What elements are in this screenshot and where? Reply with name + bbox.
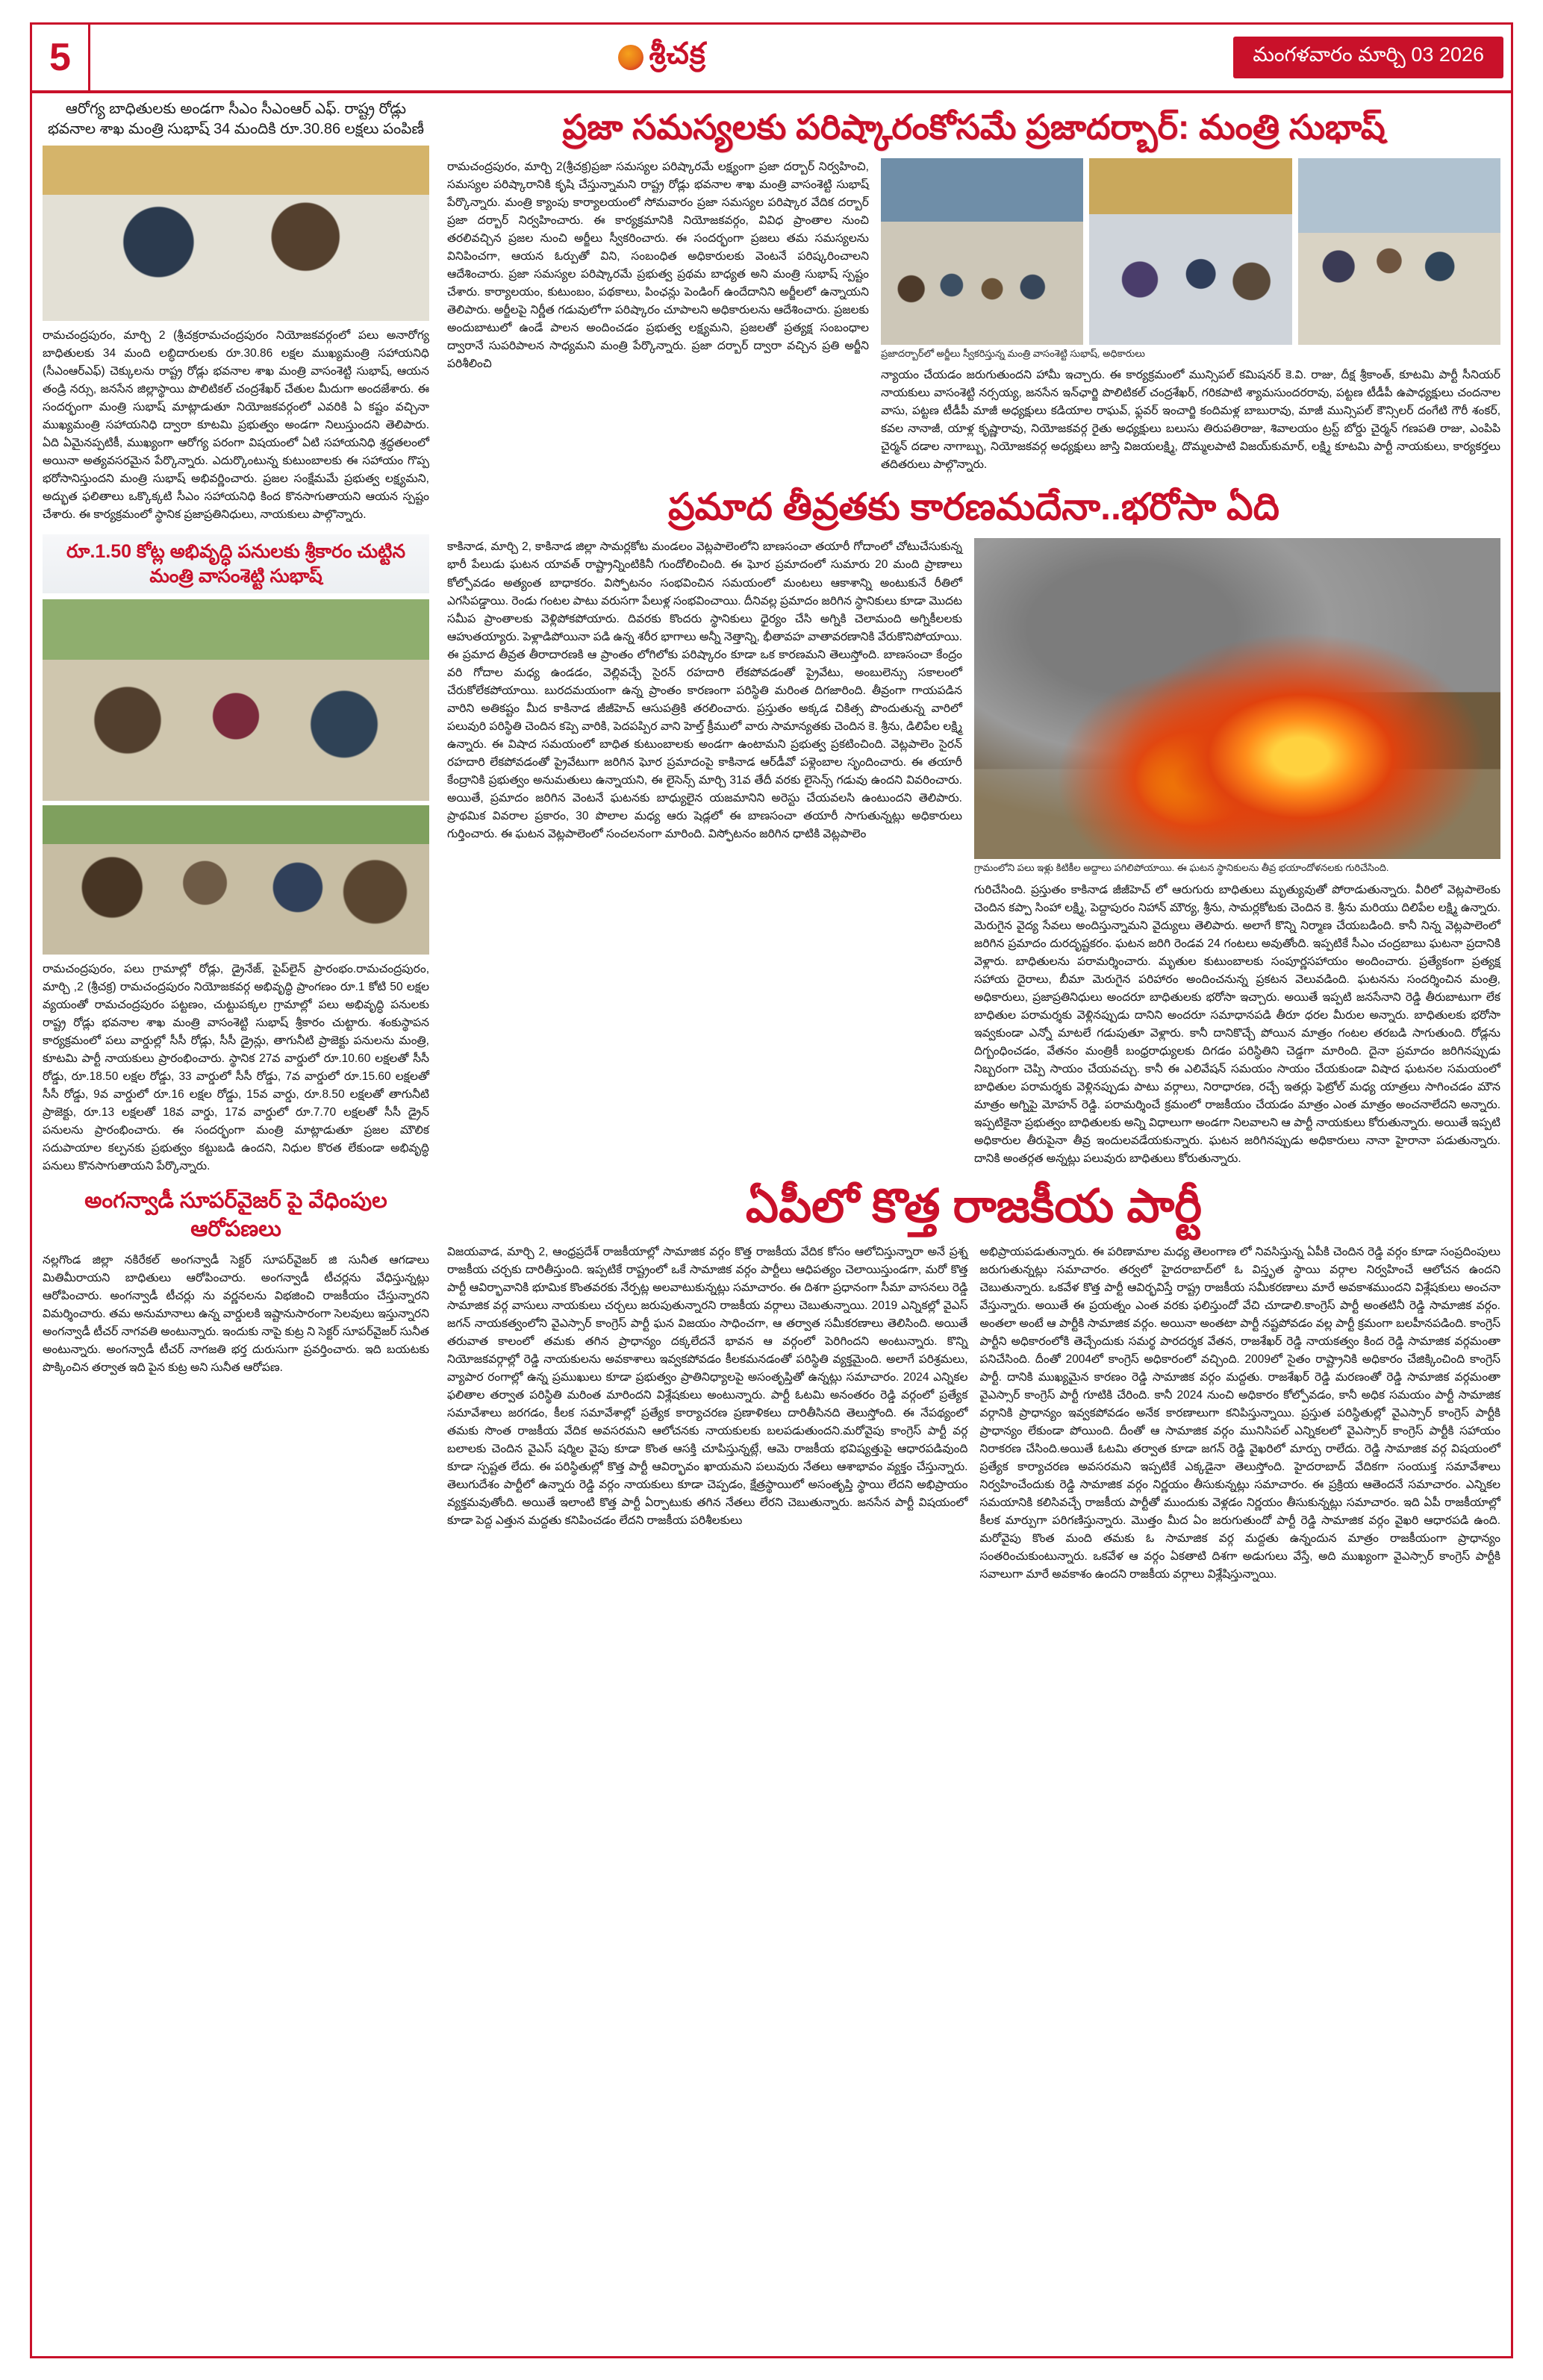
story-fire-body [447, 538, 1500, 1167]
story-top-body [447, 158, 1500, 474]
story-top-col2: న్యాయం చేయడం జరుగుతుందని హామీ ఇచ్చారు. ఈ కార్యక్రమంలో మున్సిపల్ కమిషనర్ కె.వి. రాజు, దీక్ష శ్రీకాంత్, కూటమి పార్టీ సీనియర్ నాయకులు వాసంశెట్టి నర్సయ్య, జనసేన ఇన్‌ఛార్జి పొలిటికల్ చంద్రశేఖర్, గరికపాటి శ్యామసుందరరావు, పట్టణ టీడీపీ ఉపాధ్యక్షులు చందనాల వాసు, పట్టణ టీడీపీ మాజీ అధ్యక్షులు కడియాల రాఘవ్, ఫ్లవర్ ఇంచార్జి కందిమళ్ల బాబురావు, మాజీ మున్సిపల్ కౌన్సిలర్ దంగేటి గౌరీ శంకర్, కవల నానాజీ, యాళ్ల కృష్ణారావు, నియోజకవర్గ రైతు అధ్యక్షులు బలుసు తిరుపతిరాజు, శివాలయం ట్రస్ట్ బోర్డు చైర్మన్ గణపతి రాజు, ఎంపిపి చైర్మన్ దడాల నాగాబ్బు, నియోజకవర్గ అధ్యక్షులు జాస్తి విజయలక్ష్మి, దొమ్మలపాటి విజయ్‌కుమార్, లక్ష్మి కూటమి పార్టీ నాయకులు, కార్యకర్తలు తదితరులు పాల్గొన్నారు. [881, 369, 1500, 472]
logo-icon [618, 45, 643, 70]
left-headline-2: రూ.1.50 కోట్ల అభివృద్ధి పనులకు శ్రీకారం చుట్టిన మంత్రి వాసంశెట్టి సుభాష్ [43, 534, 429, 593]
story-top-photos [881, 158, 1500, 345]
masthead-logo-text: శ్రీచక్ర [649, 37, 706, 70]
photo-cheque-distribution [43, 146, 429, 321]
story-fire-right [974, 538, 1500, 1167]
left-article-2-text: రామచంద్రపురం, పలు గ్రామాల్లో రోడ్లు, డ్రైనేజ్, పైప్‌లైన్ ప్రారంభం.రామచంద్రపురం, మార్చి ,2 (శ్రీచక్ర) రామచంద్రపురం నియోజకవర్గ అభివృద్ధి ప్రాంగణం రూ.1 కోటి 50 లక్షల వ్యయంతో రామచంద్రపురం పట్టణం, చుట్టుపక్కల గ్రామాల్లో పలు అభివృద్ధి పనులకు రాష్ట్ర రోడ్లు భవనాల శాఖ మంత్రి వాసంశెట్టి సుభాష్ శ్రీకారం చుట్టారు. శంకుస్థాపన కార్యక్రమంలో పలు వార్డుల్లో సీసీ రోడ్లు, సీసీ డ్రైన్లు, తాగునీటి ప్రాజెక్టు పనులను మంత్రి, కూటమి పార్టీ నాయకులు ప్రారంభించారు. స్థానిక 27వ వార్డులో రూ.10.60 లక్షలతో సీసీ రోడ్డు, రూ.18.50 లక్షల రోడ్డు, 33 వార్డులో సీసీ రోడ్డు, 7వ వార్డులో రూ.15.60 లక్షలతో సీసీ రోడ్డు, 9వ వార్డులో రూ.16 లక్షల రోడ్డు, 15వ వార్డు, రూ.8.50 లక్షలతో తాగునీటి ప్రాజెక్టు, రూ.13 లక్షలతో 18వ వార్డు, 17వ వార్డులో రూ.7.70 లక్షలతో సీసీ డ్రైన్ పనులను ప్రారంభించారు. ఈ సందర్భంగా మంత్రి మాట్లాడుతూ ప్రజల మౌలిక సదుపాయాల కల్పనకు ప్రభుత్వం కట్టుబడి ఉందని, నిధుల కొరత లేకుండా అభివృద్ధి పనులు కొనసాగుతాయని పేర్కొన్నారు. [43, 963, 429, 1173]
photo-foundation-stone [43, 599, 429, 801]
story-top-photo-caption: ప్రజాదర్బార్‌లో అర్జీలు స్వీకరిస్తున్న మంత్రి వాసంశెట్టి సుభాష్, అధికారులు [881, 348, 1145, 360]
main-column [447, 99, 1500, 1584]
left-headline-3: అంగన్వాడీ సూపర్‌వైజర్ పై వేధింపుల ఆరోపణలు [84, 1189, 387, 1242]
story-fire-col2: గురిచేసింది. ప్రస్తుతం కాకినాడ జీజీహెచ్ లో ఆరుగురు బాధితులు మృత్యువుతో పోరాడుతున్నారు. వీరిలో వెట్లపాలెంకు చెందిన కప్పా సింహా లక్ష్మి, పెద్దాపురం నిహాన్ మౌర్య, శ్రీను, సామర్లకోటకు చెందిన కె. శ్రీను మరియు దిలిపేల లక్ష్మి ఉన్నారు. మెరుగైన వైద్య సేవలు అందిస్తున్నామని వైద్యులు తెలిపారు. అలాగే కొన్ని నిర్మాణ చేయబడింది. కానీ నిన్న వెట్లపాలెంలో జరిగిన ప్రమాదం దురదృష్టకరం. ఘటన జరిగి రెండవ 24 గంటలు అవుతోంది. ఇప్పటికే సీఎం చంద్రబాబు ఘటనా ప్రదానికి వెళ్లారు. బాధితులను పరామర్శించారు. మృతుల కుటుంబాలకు సంపూర్ణసహాయం అందించారు. ప్రత్యేకంగా ప్రత్యక్ష సహాయ దైరాలు, బీమా మెరుగైన పరిహారం అందించనున్న ప్రకటన వెలువడింది. ఘటనను సందర్శించిన మంత్రి, అధికారులు, ప్రజాప్రతినిధులు అందరూ బాధితులకు భరోసా ఇచ్చారు. అయితే ఇప్పటి జనసేనాని రెడ్డి తీరుబాటుగా లేక బాధితుల పరామర్శకు వెళ్లినప్పుడు దానిని అందరూ సమాధానపడి తీరూ ధరల మీరుల అన్నారు. బాధితులకు భరోసా ఇవ్వకుండా ఎన్నో మాటలే గడుపుతూ వెళ్లారు. కానీ దానికొచ్చే పోయిన మాత్రం గంటల తరబడి సాగుతుంది. రోడ్లను దిగ్బంధించడం, వేతనం మంత్రికీ బంధ్రరాధ్యులకు దిగడం పరిస్థితిని చెడ్డగా మారింది. దైనా ప్రమాదం జరిగినప్పుడు నిబ్బరంగా చెప్పి సాయం చేయవచ్చు. కానీ ఈ ఎలివేషన్ సమయం సాయం చేయకుండా విషాద ఘటనల సమయంలో బాధితుల పరామర్శకు వెళ్లినప్పుడు పాటు వర్గాలు, నిరాధారణ, రచ్చే ఇతర్లు ఫెట్రోల్ మధ్య యాత్రలు సాగించడం మౌన మాత్రం అగ్నిపై మోహన్ రెడ్డి. పరామర్శించే క్రమంలో రాజకీయం చేయడం మాత్రం ఎంత మాత్రం అంచనాలేదని అన్నారు. ఇప్పటికైనా ప్రభుత్వం బాధితులకు అన్ని విధాలుగా అండగా నిలవాలని ఆ పార్టీ నాయకులు కోరుతున్నారు. అయితే ఇప్పటి అధికారుల తీరుపైనా తీవ్ర ఇందులవడేయకున్నారు. ఘటన జరిగినప్పుడు అధికారులు నానా హైరానా పడుతున్నారు. దానికి అంతర్గత అన్నట్లు పలువురు బాధితులు కోరుతున్నారు. [974, 883, 1500, 1165]
story-fire-col1: కాకినాడ, మార్చి 2, కాకినాడ జిల్లా సామర్లకోట మండలం వెట్లపాలెంలోని బాణసంచా తయారీ గోదాంలో చోటుచేసుకున్న భారీ పేలుడు ఘటన యావత్ రాష్ట్రాన్నింటికినీ గుందోలించింది. ఈ ఘోర ప్రమాదంలో సుమారు 20 మంది ప్రాణాలు కోల్పోవడం అత్యంత బాధాకరం. విస్ఫోటనం సంభవించిన సమయంలో మంటలు ఆకాశాన్ని అంటుకునే రీతిలో ఎగసిపడ్డాయి. రెండు గంటల పాటు వరుసగా పేలుళ్ల సంభవించాయి. దీనివల్ల ప్రమాదం జరిగిన స్థానికులు కూడా మొదట సమీప ప్రాంతాలకు వెళ్లిపోకపోయారు. దివరకు కొందరు స్థానికులు ధైర్యం చేసి అగ్నికి చెలామంది అగ్నికీలలకు ఆహుతయ్యారు. పెళ్లాడిపోయినా పడి ఉన్న శరీర భాగాలు అన్నీ నెత్తాన్ని, భీతావహ వాతావరణానికి వేరుకొనిపోయాయి. ఈ ప్రమాద తీవ్రత తీరాదారణకి ఆ ప్రాంతం లోగిలోకు పరిష్కారం కూడా ఒక కారణమని తెలుస్తోంది. బాణసంచా కేంద్రం వరి గోదాల మధ్య ఉండడం, వెల్లివచ్చే సైరన్ రహదారి లేకపోవడంతో ప్రైవేటు, అంబులెన్సు సకాలంలో చేరుకోలేకపోయాయి. బురదమయంగా ఉన్న ప్రాంతం కారణంగా పరిస్థితి మరింత దిగజారింది. తీవ్రంగా గాయపడిన వారిని అతికష్టం మీద కాకినాడ జీజీహెచ్ ఆసుపత్రికి తరలించారు. ప్రస్తుతం అక్కడ చికిత్స పొందుతున్న వారిలో పలువురి పరిస్థితి చెందిన కప్పె వారికి, పెదపప్పిర వాని హెల్త్ క్రీములో వారు సామాన్యతకు చెందిన కె. శ్రీను, డిలిపేల లక్ష్మి ఉన్నారు. ఈ విషాద సమయంలో బాధిత కుటుంబాలకు అండగా ఉంటామని ప్రభుత్వ ప్రకటించింది. వెట్లపాలెం సైరన్ రహదారి లేకపోవడంతో ప్రైవేటుగా జరిగిన ఘోర ప్రమాదంపై కాకినాడ ఆర్‌డీవో పళ్లెంబాల సృందించారు. ఈ తయారీ కేంద్రానికి ప్రభుత్వం అనుమతులు ఉన్నాయని, ఈ లైసెన్స్ మార్చి 31వ తేదీ వరకు లైసెన్స్ గడువు ఉందని వివరించారు. అయితే, ప్రమాదం జరిగిన వెంటనే ఘటనకు బాధ్యులైన యజమానిని అరెస్టు చేయవలసి ఉంటుందని తెలిపారు. ప్రాథమిక వివరాల ప్రకారం, 30 పొలాల మధ్య ఆరు షెడ్లలో ఈ బాణసంచా తయారీ సాగుతున్నట్లు అధికారులు గుర్తించారు. ఈ ఘటన వెట్లపాలెంలో సంచలనంగా మారింది. విస్ఫోటనం జరిగిన ధాటికి వెట్లపాలెం [447, 540, 962, 840]
left-article-3-text: నల్లగొండ జిల్లా నకిరేకల్ అంగన్వాడీ సెక్టర్ సూపర్‌వైజర్ జి సునీత ఆగడాలు మితిమీరాయని బాధితులు ఆరోపించారు. అంగన్వాడీ టీచర్లను వేధిస్తున్నట్లు ఆరోపించారు. అంగన్వాడీ టీచర్లు ను వర్ణనలను విభజించి రాజకీయం చేస్తున్నారని విమర్శించారు. తమ అనుమానాలు ఉన్న వార్డులకి ఇష్టానుసారంగా సెలవులు ఇస్తున్నారని అంగన్వాడీ టీచర్ నాగవతి అంటున్నారు. ఇందుకు నాపై కుట్ర ని సెక్టర్ సూపర్‌వైజర్ సునీత అంటున్నారు. అంగన్వాడీ టీచర్ నాగజతి భర్త దురుసుగా ప్రవర్తించారు. ఇది బయటకు పొక్కించిన తర్వాత ఇది పైన కుట్ర అని సునీత ఆరోపణ. [43, 1253, 429, 1374]
newspaper-page [30, 22, 1513, 2358]
story-fire-photo-caption: గ్రామంలోని పలు ఇళ్లు కిటికీల అద్దాలు పగిలిపోయాయి. ఈ ఘటన స్థానికులను తీవ్ర భయాందోళనలకు గురిచేసింది. [974, 862, 1389, 874]
masthead [32, 25, 1511, 93]
story-top-right [881, 158, 1500, 474]
photo-fire-accident [974, 538, 1500, 859]
story-party-headline: ఏపీలో కొత్త రాజకీయ పార్టీ [745, 1180, 1203, 1232]
left-kicker: ఆరోగ్య బాధితులకు అండగా సీఎం సీఎంఆర్ ఎఫ్. రాష్ట్ర రోడ్లు భవనాల శాఖ మంత్రి సుభాష్ 34 మందికి రూ.30.86 లక్షలు పంపిణీ [47, 101, 425, 137]
story-party-col2: అభిప్రాయపడుతున్నారు. ఈ పరిణామాల మధ్య తెలంగాణ లో నివసిస్తున్న ఏపీకి చెందిన రెడ్డి వర్గం కూడా సంప్రదింపులు జరుగుతున్నట్లు సమాచారం. తర్వలో హైదరాబాద్‌లో ఓ విస్తృత స్థాయి వర్గాల నిర్వహించే ఆలోచన ఉందని చెబుతున్నారు. ఒకవేళ కొత్త పార్టీ ఆవిర్భవిస్తే రాష్ట్ర రాజకీయ సమీకరణాలు మారే అవకాశముందని విశ్లేషకులు అంచనా వేస్తున్నారు. అయితే ఈ ప్రయత్నం ఎంత వరకు ఫలిస్తుందో వేచి చూడాలి.కాంగ్రెస్ పార్టీ అంతటినీ రెడ్డి సామాజిక వర్గం. అంతలా అంటే ఆ పార్టీకి సామాజిక వర్గం. అయినా అంతటా పార్టీ నష్టపోవడం వల్ల పార్టీ క్రమంగా బలహీనపడింది. కాంగ్రెస్ పార్టీని అధికారంలోకి తెచ్చేందుకు సమర్థ పారదర్శక వేతన, రాజశేఖర్ రెడ్డి నాయకత్వం కింద రెడ్డి సామాజిక వర్గమంతా పనిచేసింది. దీంతో 2004లో కాంగ్రెస్ అధికారంలో వచ్చింది. 2009లో సైతం రాష్ట్రానికి అధికారం చేజిక్కించింది కాంగ్రెస్ పార్టీ. దానికి ముఖ్యమైన కారణం రెడ్డి సామాజిక వర్గం మద్దతు. రాజశేఖర్ రెడ్డి మరణంతో రెడ్డి సామాజిక వర్గమంతా వైఎస్సార్ కాంగ్రెస్ పార్టీ గూటికి చేరింది. కానీ 2024 నుంచి అధికారం కోల్పోవడం, కానీ అధిక సమయం పార్టీ సామాజిక వర్గానికి ప్రాధాన్యం ఇవ్వకపోవడం అనేక కారణాలుగా కనిపిస్తున్నాయి. ప్రస్తుత పరిస్థితుల్లో వైఎస్సార్ కాంగ్రెస్ పార్టీకి ప్రాధాన్యం లేకుండా పోయింది. దీంతో ఆ సామాజిక వర్గం మునిసిపల్ ఎన్నికలలో వైఎస్సార్ కాంగ్రెస్ పార్టీకి సహాయం నిరాకరణ చేసింది.అయితే ఓటమి తర్వాత కూడా జగన్ రెడ్డి వైఖరిలో మార్పు రాలేదు. రెడ్డి సామాజిక వర్గ విషయంలో ప్రత్యేక కార్యాచరణ అవసరమని ఇప్పటికే ఎక్కడైనా తెలుస్తోంది. హైదరాబాద్ వేదికగా సంయుక్త సమావేశాలు నిర్వహించేందుకు రెడ్డి సామాజిక వర్గం నిర్ణయం తీసుకున్నట్లు సమాచారం. ఈ ప్రక్రియ ఆతెందనే సమాచారం. ఎన్నికల సమయానికి కలిసివచ్చే రాజకీయ పార్టీతో ముందుకు వెళ్లడం నిర్ణయం తీసుకున్నట్లు సమాచారం. ఇది ఏపీ రాజకీయాల్లో కీలక మార్పుగా పరిగణిస్తున్నారు. మొత్తం మీద ఏం జరుగుతుందో పార్టీ రెడ్డి సామాజిక వర్గం వైఖరి ఆధారపడి ఉంది. మరోవైపు కొంత మంది తమకు ఓ సామాజిక వర్గ మద్దతు ఉన్నందున మాత్రం రాజకీయంగా ప్రాధాన్యం సంతరించుకుంటున్నారు. ఒకవేళ ఆ వర్గం ఏకతాటి దిశగా అడుగులు వేస్తే, అది ముఖ్యంగా వైఎస్సార్ కాంగ్రెస్ పార్టీకి సవాలుగా మారే అవకాశం ఉందని రాజకీయ వర్గాలు విశ్లేషిస్తున్నాయి. [979, 1246, 1500, 1581]
page-content [32, 93, 1511, 2353]
photo-public-darbar-3 [1298, 158, 1500, 345]
story-top-col1: రామచంద్రపురం, మార్చి 2(శ్రీచక్ర)ప్రజా సమస్యల పరిష్కారమే లక్ష్యంగా ప్రజా దర్బార్ నిర్వహించి, సమస్యల పరిష్కారానికి కృషి చేస్తున్నామని రాష్ట్ర రోడ్లు భవనాల శాఖ మంత్రి వాసంశెట్టి సుభాష్ పేర్కొన్నారు. మంత్రి క్యాంపు కార్యాలయంలో సోమవారం ప్రజా సమస్యల పరిష్కార వేదిక దర్బార్ ప్రజా దర్బార్ నిర్వహించారు. ఈ కార్యక్రమానికి నియోజకవర్గం, వివిధ ప్రాంతాల నుంచి తరలివచ్చిన ప్రజల నుంచి అర్జీలు స్వీకరించారు. ఈ సందర్భంగా ప్రజలు తమ సమస్యలను వినిపించగా, ఆయన ఓర్పుతో విని, సంబంధిత అధికారులకు వెంటనే పరిష్కరించాలని ఆదేశించారు. ప్రజా సమస్యల పరిష్కారమే ప్రభుత్వ ప్రథమ బాధ్యత అని మంత్రి సుభాష్ స్పష్టం చేశారు. కార్యాలయం, కుటుంబం, పథకాలు, పింఛన్లు పెండింగ్ ఉందేదానిని అర్జీలలో ఉన్నాయని తెలిపారు. అర్జీలపై నిర్ణీత గడువులోగా పరిష్కారం చూపాలని అధికారులను ఆదేశించారు. ప్రజలకు అందుబాటులో ఉండే పాలన అందించడం ప్రభుత్వ లక్ష్యమని, ప్రజలతో ప్రత్యక్ష సంబంధాల ద్వారానే సుపరిపాలన సాధ్యమని మంత్రి పేర్కొన్నారు. ప్రజా దర్బార్ ద్వారా వచ్చిన ప్రతి అర్జీని పరిశీలించి [447, 160, 869, 371]
story-party-body [447, 1243, 1500, 1584]
masthead-logo [90, 37, 1233, 78]
photo-public-darbar-1 [881, 158, 1083, 345]
left-photo-1 [43, 146, 429, 321]
story-fire-headline: ప్రమాద తీవ్రతకు కారణమదేనా..భరోసా ఏది [668, 486, 1279, 528]
story-party-col1: విజయవాడ, మార్చి 2, ఆంధ్రప్రదేశ్ రాజకీయాల్లో సామాజిక వర్గం కొత్త రాజకీయ వేదిక కోసం ఆలోచిస్తున్నారా అనే ప్రశ్న రాజకీయ చర్చకు దారితీస్తుంది. ఇప్పటికే రాష్ట్రంలో ఒకే సామాజిక వర్గం పార్టీలు ఆధిపత్యం చెలాయిస్తుండగా, మరో కొత్త పార్టీ ఆవిర్భావానికి భూమిక కొంతవరకు నేర్పట్ల అలవాటుకున్నట్లు సమాచారం. ఈ దిశగా ప్రధానంగా సీమా వాసనలు రెడ్డి సామాజిక వర్గ వాసులు నాయకులు చర్చలు జరుపుతున్నారని రాజకీయ వర్గాలు చెబుతున్నాయి. 2019 ఎన్నికల్లో వైఎస్ జగన్ నాయకత్వంలోని వైఎస్సార్ కాంగ్రెస్ పార్టీ ఘన విజయం సాధించగా, ఆ తర్వాత సమీకరణాలు తెలిసింది. అయితే తరువాత కాలంలో తమకు తగిన ప్రాధాన్యం దక్కలేదనే భావన ఆ వర్గంలో పెరిగిందని అంటున్నారు. కొన్ని నియోజకవర్గాల్లో రెడ్డి నాయకులను అవకాశాలు ఇవ్వకపోవడం కీలకమనడంతో పరిస్థితి వ్యక్తమైంది. అలాగే పరిశ్రమలు, వ్యాపార రంగాల్లో ఉన్న ప్రముఖులు కూడా ప్రభుత్వం ప్రాతినిధ్యాలపై అసంతృప్తితో ఉన్నట్లు సమాచారం. 2024 ఎన్నికల ఫలితాల తర్వాత పరిస్థితి మరింత మారిందని విశ్లేషకులు అంటున్నారు. పార్టీ ఓటమి అనంతరం రెడ్డి వర్గంలో ప్రత్యేక సమావేశాలు జరగడం, కీలక సమావేశాల్లో ప్రత్యేక కార్యాచరణ ప్రణాళికలు దారితీసినది తెలుస్తోంది. ఈ నేపథ్యంలో తమకు సొంత రాజకీయ వేదిక అవసరమని ఆలోచనకు నాయకులకు బలపడుతుందని.మరోవైపు కాంగ్రెస్ పార్టీ వర్గ బలాలకు చెందిన వైఎస్ షర్మిల వైపు కూడా కొంత ఆసక్తి చూపిస్తున్నట్లే, ఆమె రాజకీయ భవిష్యత్తుపై ఆధారపడివుంది కూడా స్పష్టత లేదు. ఈ పరిస్థితుల్లో కొత్త పార్టీ ఆవిర్భావం ఖాయమని పలువురు నేతలు ఆశాభావం వ్యక్తం చేస్తున్నారు. తెలుగుదేశం పార్టీలో ఉన్నారు రెడ్డి వర్గం నాయకులు కూడా చెప్పడం, క్షేత్రస్థాయిలో అసంతృప్తి స్థాయి లేదని అభిప్రాయం వ్యక్తమవుతోంది. అయితే ఇలాంటి కొత్త పార్టీ ఏర్పాటుకు తగిన నేతలు లేరని చెబుతున్నారు. జనసేన పార్టీ విషయంలో కూడా పెద్ద ఎత్తున మద్దతు కనిపించడం లేదని రాజకీయ పరిశీలకులు [447, 1246, 968, 1528]
left-photo-3 [43, 805, 429, 955]
photo-leaders-group [43, 805, 429, 955]
masthead-date: మంగళవారం మార్చి 03 2026 [1233, 37, 1503, 78]
photo-public-darbar-2 [1089, 158, 1291, 345]
left-article-1-text: రామచంద్రపురం, మార్చి 2 (శ్రీచక్రరామచంద్రపురం నియోజకవర్గంలో పలు అనారోగ్య బాధితులకు 34 మంది లబ్ధిదారులకు రూ.30.86 లక్షల ముఖ్యమంత్రి సహాయనిధి (సీఎంఆర్ఎఫ్) చెక్కులను రాష్ట్ర రోడ్లు భవనాల శాఖ మంత్రి వాసంశెట్టి సుభాష్, ఆయన తండ్రి నర్సు, జనసేన జిల్లాస్థాయి పొలిటికల్ చంద్రశేఖర్ చేతుల మీదుగా అందజేశారు. ఈ సందర్భంగా మంత్రి సుభాష్ మాట్లాడుతూ నియోజకవర్గంలో ఎవరికి ఏ కష్టం వచ్చినా ముఖ్యమంత్రి సహాయనిధి ద్వారా కూటమి ప్రభుత్వం అండగా నిలుస్తుందని తెలిపారు. ఏది ఏమైనప్పటికీ, ముఖ్యంగా ఆరోగ్య పరంగా విషయంలో ఏటి సహాయనిధి శ్రద్ధతలంలో అయినా అత్యవసరమైన పేర్కొన్నారు. ఎదుర్కొంటున్న కుటుంబాలకు ఈ సహాయం గొప్ప భరోసానిస్తుందని మంత్రి సుభాష్ అభివర్ణించారు. ప్రజల సంక్షేమమే ప్రభుత్వ లక్ష్యమని, అద్భుత ఫలితాలు ఒక్కొక్కటి సీఎం సహాయనిధి కింద కొనసాగుతాయని ఆయన స్పష్టం చేశారు. ఈ కార్యక్రమంలో స్థానిక ప్రజాప్రతినిధులు, నాయకులు పాల్గొన్నారు. [43, 329, 429, 522]
story-top-headline: ప్రజా సమస్యలకు పరిష్కారంకోసమే ప్రజాదర్బార్: మంత్రి సుభాష్ [562, 107, 1385, 146]
left-photo-2 [43, 599, 429, 801]
left-column [43, 99, 429, 1377]
page-number: 5 [32, 25, 90, 90]
